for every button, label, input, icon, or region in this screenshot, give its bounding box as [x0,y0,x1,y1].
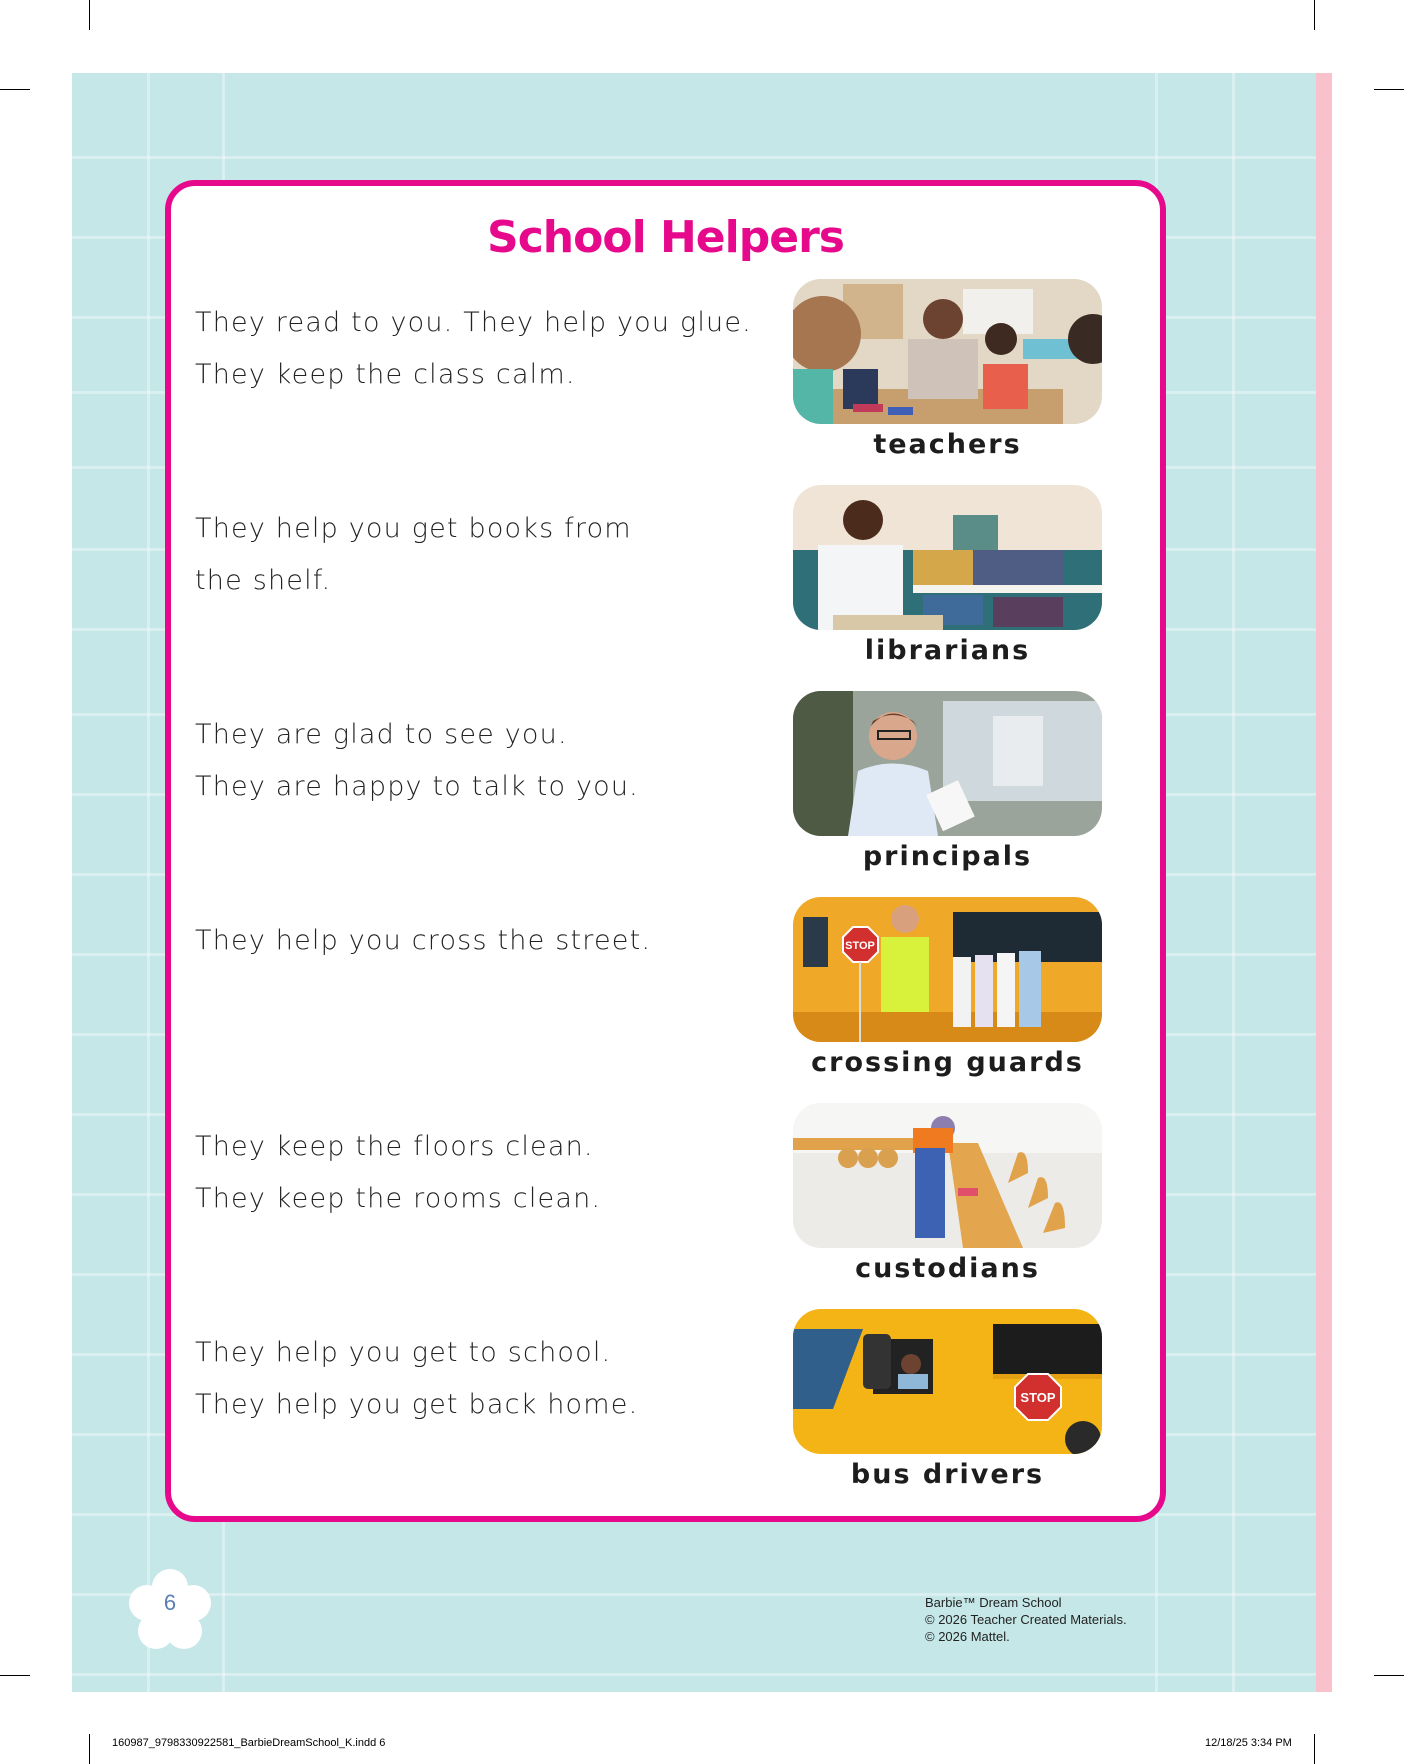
description-line: They help you cross the street. [195,925,652,956]
helper-row [171,691,1160,897]
crop-mark [1374,1675,1404,1676]
page-title: School Helpers [487,212,844,263]
helper-description [195,1327,638,1431]
svg-text:STOP: STOP [845,940,875,952]
helper-caption: teachers [873,429,1022,460]
custodian-cleaning-desk-photo [793,1103,1102,1248]
description-line: They read to you. They help you glue. [195,307,752,338]
content-card [165,180,1166,1522]
crossing-guard-with-stop-sign-photo [793,897,1102,1042]
crop-mark [89,0,90,30]
helper-row [171,279,1160,485]
helper-row [171,1103,1160,1309]
description-line: They keep the rooms clean. [195,1183,602,1214]
helper-caption: librarians [864,635,1031,666]
credit-line: © 2026 Teacher Created Materials. [925,1612,1127,1627]
description-line: They keep the class calm. [195,359,576,390]
description-line: They help you get back home. [195,1389,639,1420]
crop-mark [1374,89,1404,90]
grid-line [72,1593,1316,1596]
description-line: They are glad to see you. [195,719,568,750]
description-line: They keep the floors clean. [195,1131,594,1162]
credit-line: Barbie™ Dream School [925,1595,1062,1610]
helper-caption: bus drivers [850,1459,1045,1490]
crop-mark [89,1734,90,1764]
credit-line: © 2026 Mattel. [925,1629,1010,1644]
helper-description [195,915,651,967]
grid-line [72,156,1316,159]
svg-text:STOP: STOP [1020,1390,1056,1405]
description-line: They help you get to school. [195,1337,612,1368]
helper-row [171,897,1160,1103]
slug-timestamp: 12/18/25 3:34 PM [1205,1737,1292,1749]
description-line: the shelf. [195,565,332,596]
teacher-with-children-photo [793,279,1102,424]
crop-mark [1314,0,1315,30]
helper-row [171,485,1160,691]
principal-holding-folder-photo [793,691,1102,836]
description-line: They are happy to talk to you. [195,771,639,802]
helper-description [195,503,632,607]
crop-mark [1314,1734,1315,1764]
crop-mark [0,89,30,90]
helper-description [195,709,639,813]
slug-filename: 160987_9798330922581_BarbieDreamSchool_K.indd 6 [112,1737,386,1749]
librarian-at-bookshelf-photo [793,485,1102,630]
crop-mark [0,1675,30,1676]
side-strip [1316,73,1332,1692]
copyright-credits [925,1594,1127,1645]
page-number: 6 [163,1590,177,1615]
helper-description [195,1121,601,1225]
helper-description [195,297,752,401]
helper-caption: crossing guards [811,1047,1084,1078]
helper-row [171,1309,1160,1515]
bus-driver-in-school-bus-photo [793,1309,1102,1454]
description-line: They help you get books from [195,513,632,544]
helper-caption: principals [862,841,1033,872]
helper-caption: custodians [855,1253,1040,1284]
grid-line [72,1673,1316,1676]
